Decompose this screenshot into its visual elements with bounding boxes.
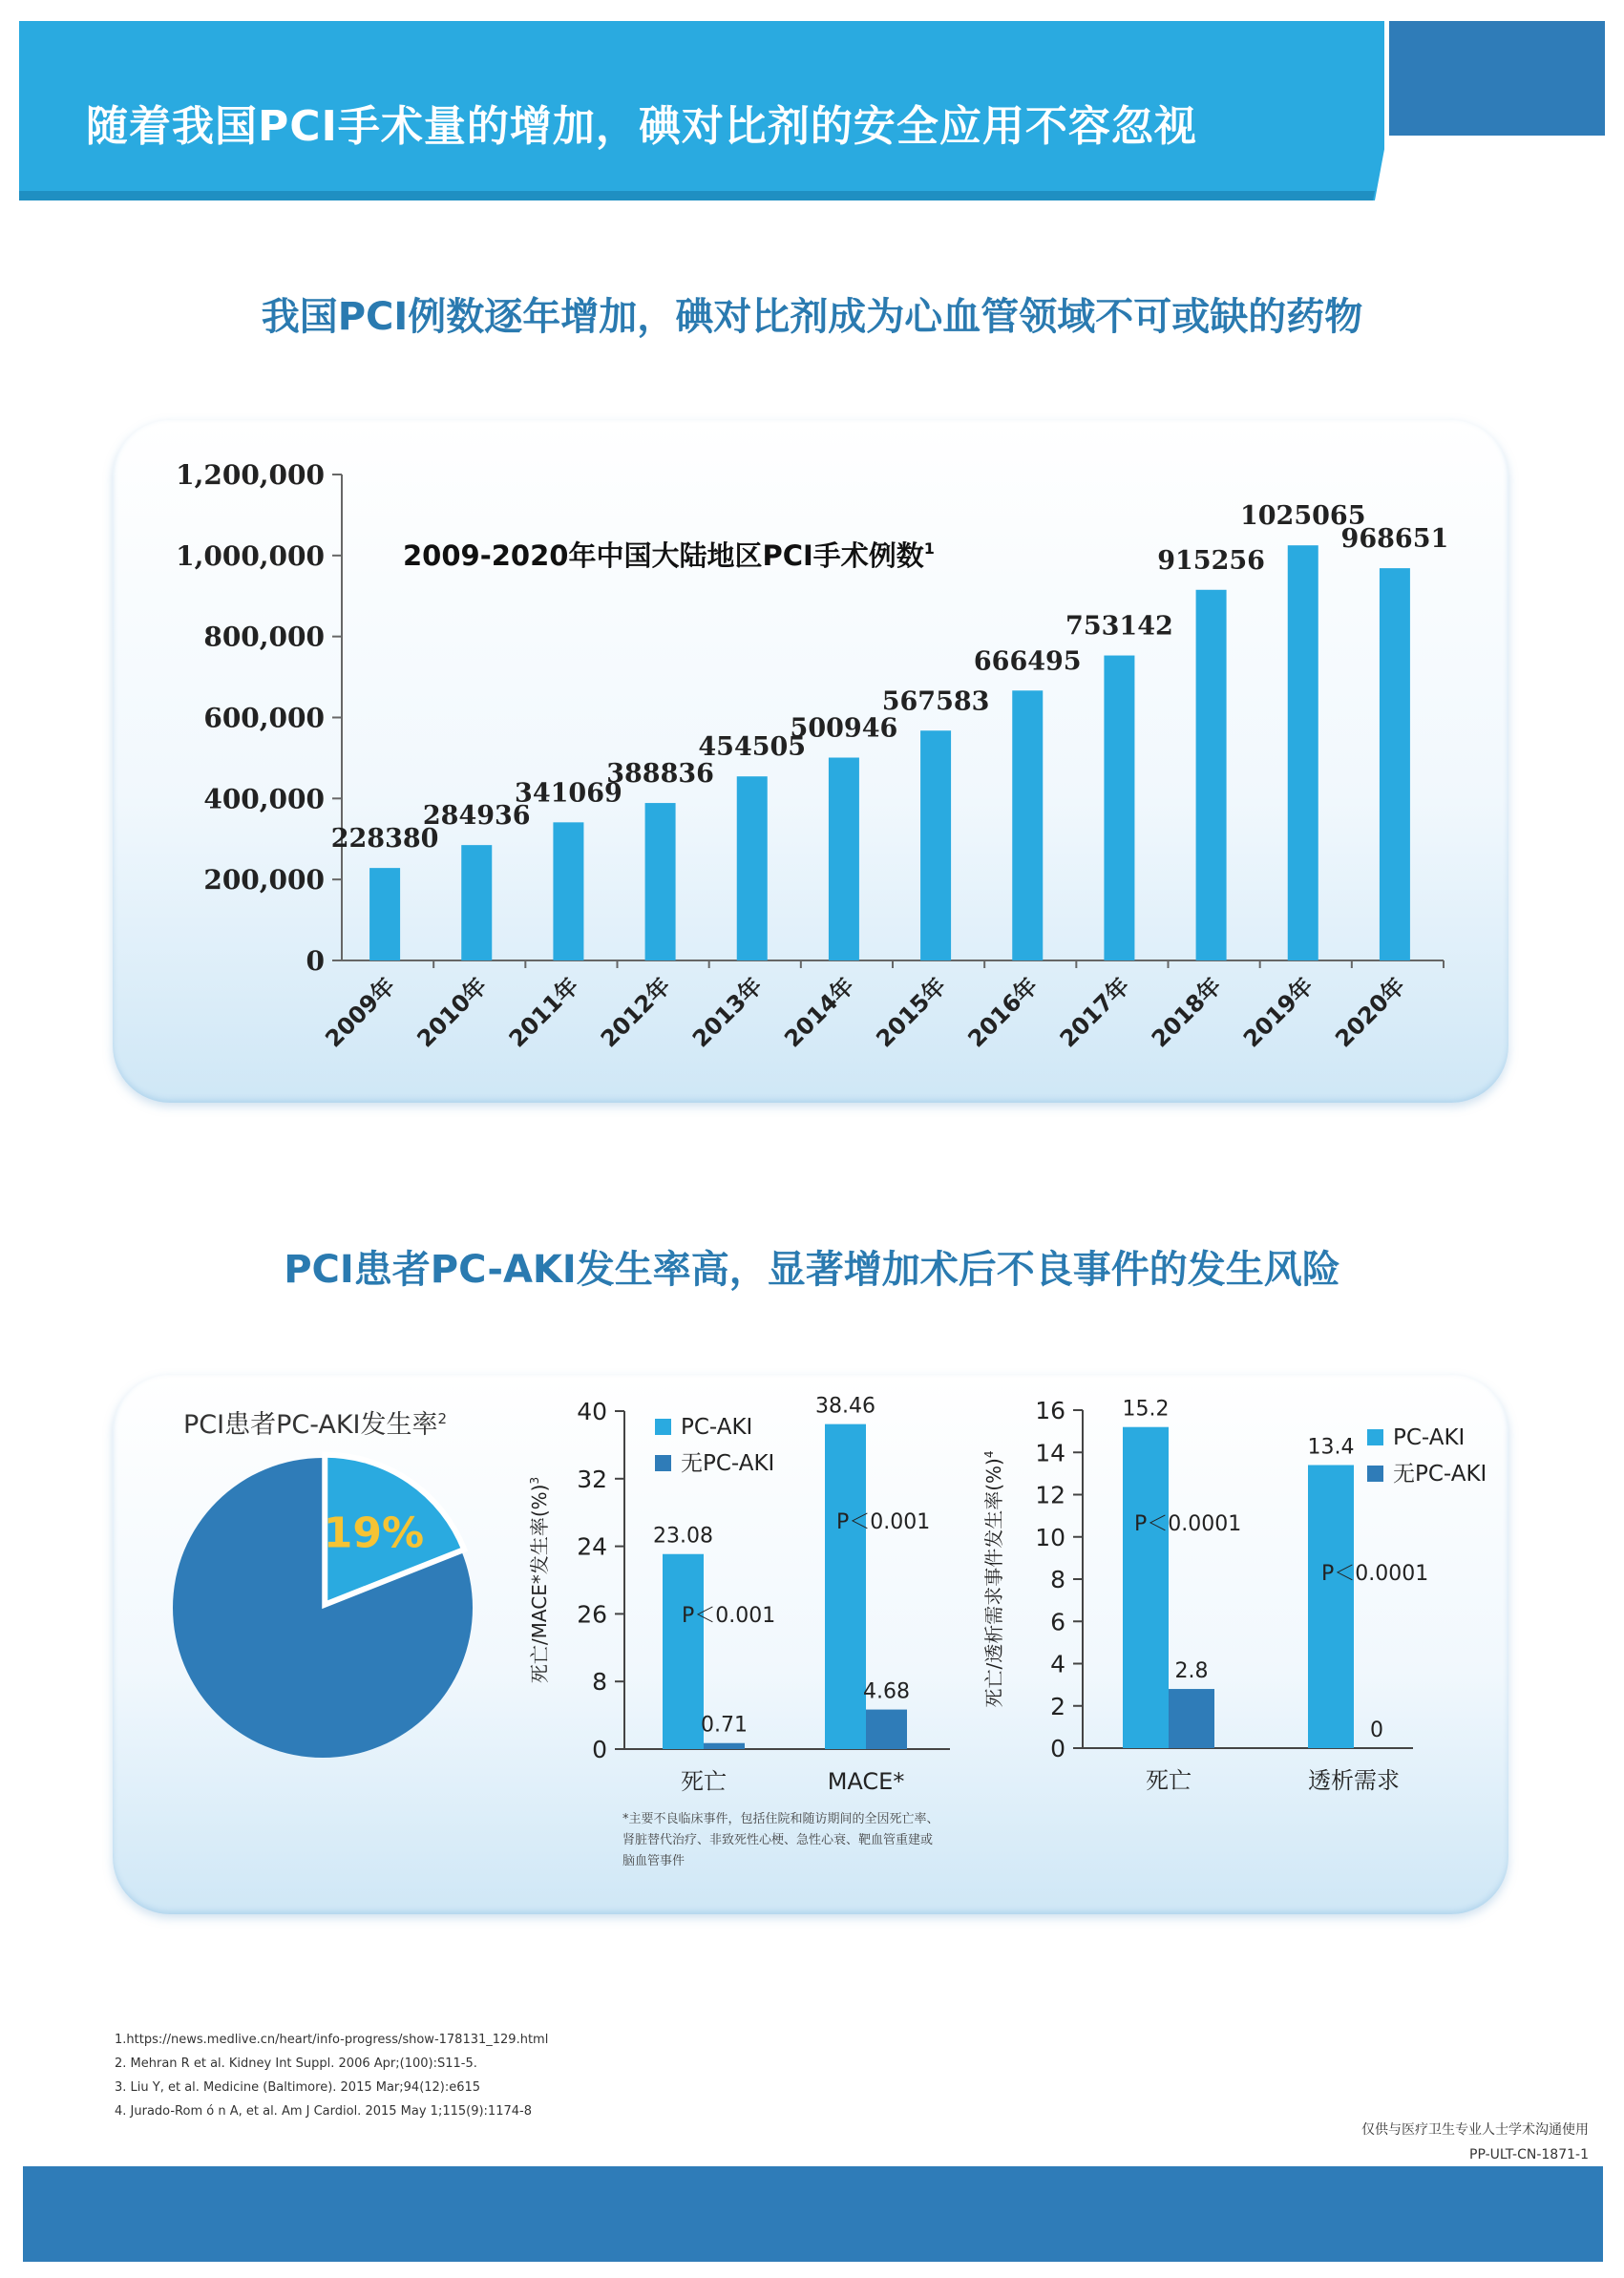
x-tick-label: 2013年 [686,972,768,1053]
bar-PC-AKI-MACE* [825,1424,866,1749]
y-tick-label: 16 [1035,1397,1065,1424]
reference-item: 3. Liu Y, et al. Medicine (Baltimore). 2015 Mar;94(12):e615 [115,2080,481,2095]
reference-item: 1.https://news.medlive.cn/heart/info-progress/show-178131_129.html [115,2033,549,2047]
mace-footnote: *主要不良临床事件，包括住院和随访期间的全因死亡率、 肾脏替代治疗、非致死性心梗、急性心衰、靶血管重建或 脑血管事件 [622,1812,939,1868]
bar-value-label: 915256 [1157,545,1265,576]
p-value-label: P＜0.0001 [1134,1512,1242,1536]
disclaimer: 仅供与医疗卫生专业人士学术沟通使用 PP-ULT-CN-1871-1 [1361,2122,1589,2162]
x-tick-label: 2019年 [1237,972,1318,1053]
x-tick-label: 2020年 [1330,972,1411,1053]
references [115,2028,548,2123]
y-tick-label: 4 [1050,1650,1065,1678]
bar-value-label: 0.71 [701,1713,748,1738]
bar-value-label: 38.46 [815,1394,875,1419]
bar-无PC-AKI-死亡 [704,1743,745,1749]
y-tick-label: 40 [577,1398,607,1425]
bar-value-label: 0 [1370,1719,1383,1742]
y-tick-label: 600,000 [203,702,325,734]
y-label-superscript: 3 [528,1476,541,1485]
x-tick-label: MACE* [827,1768,905,1795]
bar-value-label: 23.08 [653,1524,713,1549]
bar-value-label: 968651 [1340,524,1449,555]
section2-title: PCI患者PC-AKI发生率高，显著增加术后不良事件的发生风险 [284,1248,1340,1292]
y-tick-label: 8 [592,1668,607,1697]
bar-value-label: 454505 [698,732,807,763]
y-tick-label: 8 [1050,1566,1065,1593]
legend-label: PC-AKI [1393,1425,1466,1450]
legend-swatch [655,1419,671,1435]
y-axis-label: 死亡/透析需求事件发生率(%)$^4$ [982,1450,1005,1708]
legend-label: PC-AKI [681,1415,753,1440]
x-tick-label: 2017年 [1054,972,1135,1053]
x-tick-label: 2016年 [962,972,1044,1053]
bar-value-label: 228380 [330,824,439,854]
x-tick-label: 死亡 [1146,1767,1192,1794]
y-label-superscript: 4 [982,1450,996,1459]
title-superscript: 1 [923,539,935,558]
y-tick-label: 1,000,000 [176,539,325,572]
legend-swatch [655,1455,671,1471]
bar-value-label: 4.68 [863,1679,910,1704]
legend-label: 无PC-AKI [1393,1462,1487,1487]
footer-bar [23,2166,1603,2262]
bar-value-label: 2.8 [1174,1659,1209,1684]
y-tick-label: 800,000 [203,621,325,653]
x-tick-label: 透析需求 [1308,1767,1400,1794]
bar-value-label: 753142 [1065,611,1173,642]
bar-PC-AKI-死亡 [663,1554,704,1749]
x-tick-label: 死亡 [681,1768,727,1795]
y-tick-label: 26 [577,1600,607,1629]
bar-value-label: 15.2 [1122,1397,1170,1422]
pci-chart-title: 2009-2020年中国大陆地区PCI手术例数$^1$ [403,539,935,572]
y-tick-label: 2 [1050,1692,1065,1720]
legend-label: 无PC-AKI [681,1451,775,1476]
reference-item: 2. Mehran R et al. Kidney Int Suppl. 2006 Apr;(100):S11-5. [115,2057,477,2071]
bar-value-label: 500946 [790,713,898,744]
p-value-label: P＜0.001 [836,1510,931,1534]
y-axis-label: 死亡/MACE*发生率(%)$^3$ [528,1476,551,1684]
y-tick-label: 0 [1050,1735,1065,1762]
bar-PC-AKI-透析需求 [1308,1466,1354,1748]
x-tick-label: 2014年 [779,972,860,1053]
x-tick-label: 2018年 [1146,972,1227,1053]
y-tick-label: 400,000 [203,783,325,815]
x-tick-label: 2009年 [320,972,401,1053]
section1-title: 我国PCI例数逐年增加，碘对比剂成为心血管领域不可或缺的药物 [261,295,1363,339]
legend-swatch [1367,1429,1383,1445]
y-tick-label: 12 [1035,1481,1065,1509]
pie-percent-label: 19% [323,1508,425,1558]
bar-无PC-AKI-MACE* [866,1710,907,1749]
legend-swatch [1367,1466,1383,1482]
reference-item: 4. Jurado-Rom ó n A, et al. Am J Cardiol. 2015 May 1;115(9):1174-8 [115,2104,532,2119]
y-tick-label: 24 [577,1532,607,1561]
y-tick-label: 10 [1035,1523,1065,1551]
bar-PC-AKI-死亡 [1123,1427,1169,1748]
y-tick-label: 6 [1050,1608,1065,1636]
y-tick-label: 200,000 [203,864,325,896]
bar-value-label: 666495 [973,646,1082,677]
y-tick-label: 1,200,000 [176,459,325,491]
p-value-label: P＜0.0001 [1321,1562,1429,1586]
y-tick-label: 0 [306,945,325,977]
banner-title: 随着我国PCI手术量的增加，碘对比剂的安全应用不容忽视 [86,102,1197,151]
pie-title: PCI患者PC-AKI发生率$^2$ [183,1410,448,1440]
y-tick-label: 0 [592,1736,607,1763]
x-tick-label: 2012年 [595,972,676,1053]
bar-value-label: 284936 [422,801,531,832]
x-tick-label: 2010年 [411,972,493,1053]
bar-value-label: 13.4 [1307,1435,1355,1460]
y-tick-label: 14 [1035,1439,1065,1467]
p-value-label: P＜0.001 [682,1604,776,1628]
bar-无PC-AKI-死亡 [1169,1689,1214,1748]
x-tick-label: 2011年 [503,972,584,1053]
bar-value-label: 341069 [515,778,622,809]
bar-value-label: 388836 [606,759,714,790]
bar-value-label: 567583 [881,686,990,717]
y-tick-label: 32 [577,1465,607,1493]
bar-value-label: 1025065 [1239,501,1366,532]
x-tick-label: 2015年 [871,972,952,1053]
